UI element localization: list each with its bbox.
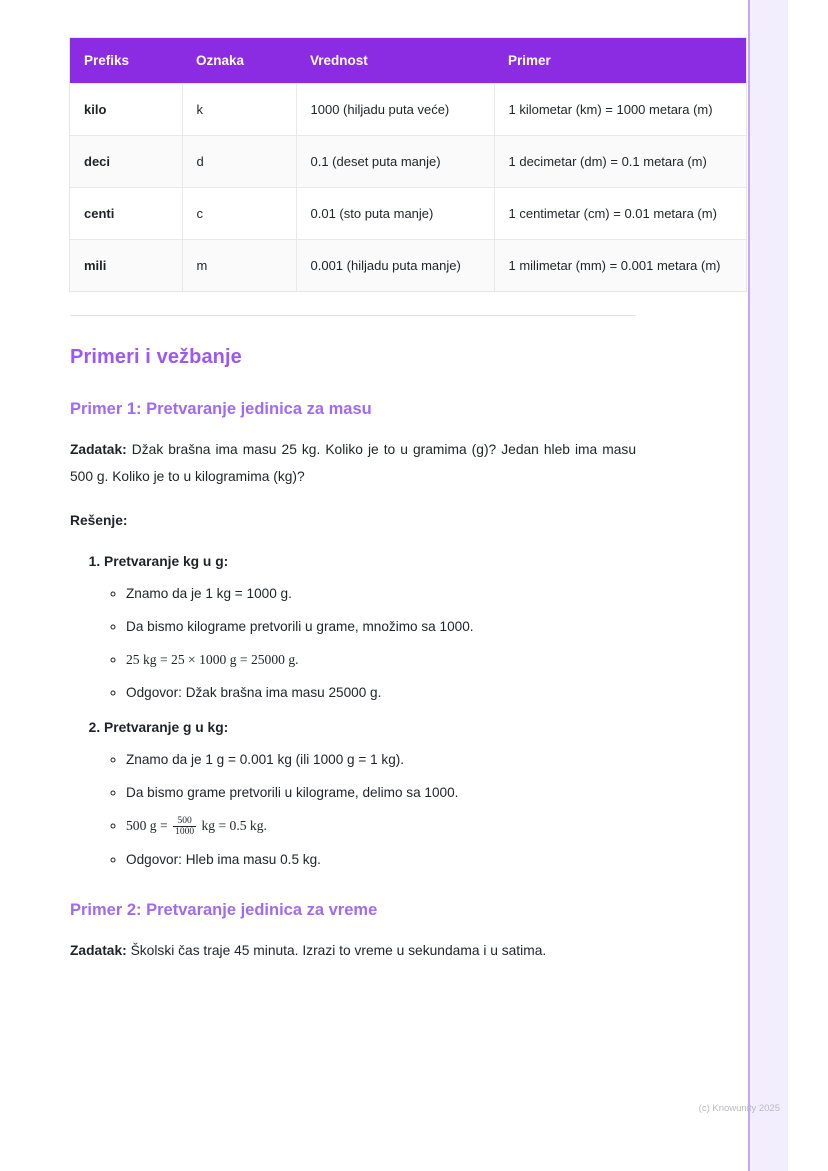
task-label: Zadatak: <box>70 943 127 959</box>
cell-symbol: c <box>182 188 296 240</box>
fraction-suffix: kg = 0.5 kg. <box>198 818 267 834</box>
rail-accent-line <box>748 0 750 1171</box>
column-header-prefiks: Prefiks <box>70 38 182 84</box>
cell-value: 0.001 (hiljadu puta manje) <box>296 240 494 292</box>
example-1-title: Primer 1: Pretvaranje jedinica za masu <box>70 400 372 419</box>
right-side-rail <box>748 0 788 1171</box>
column-header-vrednost: Vrednost <box>296 38 494 84</box>
task-label: Zadatak: <box>70 442 127 458</box>
cell-example: 1 decimetar (dm) = 0.1 metara (m) <box>494 136 746 188</box>
solution-step-1 <box>104 551 636 703</box>
step-2-bullets <box>104 749 636 870</box>
task-text: Džak brašna ima masu 25 kg. Koliko je to u gramima (g)? Jedan hleb ima masu 500 g. Koliko je to u kilogramima (kg)? <box>70 442 636 484</box>
table-row <box>70 136 746 188</box>
cell-prefix: mili <box>70 240 182 292</box>
task-text: Školski čas traje 45 minuta. Izrazi to vreme u sekundama i u satima. <box>126 943 547 959</box>
cell-prefix: deci <box>70 136 182 188</box>
example-1-task <box>70 437 636 490</box>
step-2-heading: Pretvaranje g u kg: <box>104 719 229 735</box>
cell-symbol: d <box>182 136 296 188</box>
fraction-prefix: 500 g = <box>126 818 172 834</box>
cell-prefix: kilo <box>70 84 182 136</box>
fraction-numerator: 500 <box>173 816 196 827</box>
list-item-fraction <box>126 815 636 837</box>
cell-value: 0.1 (deset puta manje) <box>296 136 494 188</box>
table-row <box>70 84 746 136</box>
solution-steps <box>70 551 636 871</box>
table-row <box>70 240 746 292</box>
cell-value: 0.01 (sto puta manje) <box>296 188 494 240</box>
prefix-table <box>70 38 746 291</box>
cell-symbol: k <box>182 84 296 136</box>
step-1-heading: Pretvaranje kg u g: <box>104 553 229 569</box>
cell-example: 1 centimetar (cm) = 0.01 metara (m) <box>494 188 746 240</box>
table-row <box>70 188 746 240</box>
example-2-title: Primer 2: Pretvaranje jedinica za vreme <box>70 901 378 920</box>
solution-label: Rešenje: <box>70 513 128 529</box>
example-2-task <box>70 938 636 964</box>
page-right-margin <box>788 0 828 1171</box>
cell-example: 1 milimetar (mm) = 0.001 metara (m) <box>494 240 746 292</box>
section-divider <box>70 315 636 316</box>
list-item: ◦ Da bismo kilograme pretvorili u grame, množimo sa 1000. <box>126 616 636 637</box>
fraction-denominator: 1000 <box>175 827 195 838</box>
list-item: ◦ Odgovor: Hleb ima masu 0.5 kg. <box>126 849 636 870</box>
solution-step-2 <box>104 717 636 870</box>
watermark: (c) Knowunity 2025 <box>698 1103 780 1114</box>
list-item: ◦ Znamo da je 1 g = 0.001 kg (ili 1000 g = 1 kg). <box>126 749 636 770</box>
list-item: ◦ Da bismo grame pretvorili u kilograme, delimo sa 1000. <box>126 782 636 803</box>
step-1-bullets <box>104 583 636 703</box>
cell-value: 1000 (hiljadu puta veće) <box>296 84 494 136</box>
cell-symbol: m <box>182 240 296 292</box>
column-header-oznaka: Oznaka <box>182 38 296 84</box>
page-title: Primeri i vežbanje <box>70 346 242 369</box>
fraction <box>173 816 196 838</box>
example-1-solution-label-wrap <box>70 508 636 534</box>
list-item: ◦ Odgovor: Džak brašna ima masu 25000 g. <box>126 682 636 703</box>
list-item: ◦ 25 kg = 25 × 1000 g = 25000 g. <box>126 649 636 670</box>
document-content <box>70 0 721 965</box>
cell-prefix: centi <box>70 188 182 240</box>
list-item: ◦ Znamo da je 1 kg = 1000 g. <box>126 583 636 604</box>
column-header-primer: Primer <box>494 38 746 84</box>
cell-example: 1 kilometar (km) = 1000 metara (m) <box>494 84 746 136</box>
table-header-row <box>70 38 746 84</box>
